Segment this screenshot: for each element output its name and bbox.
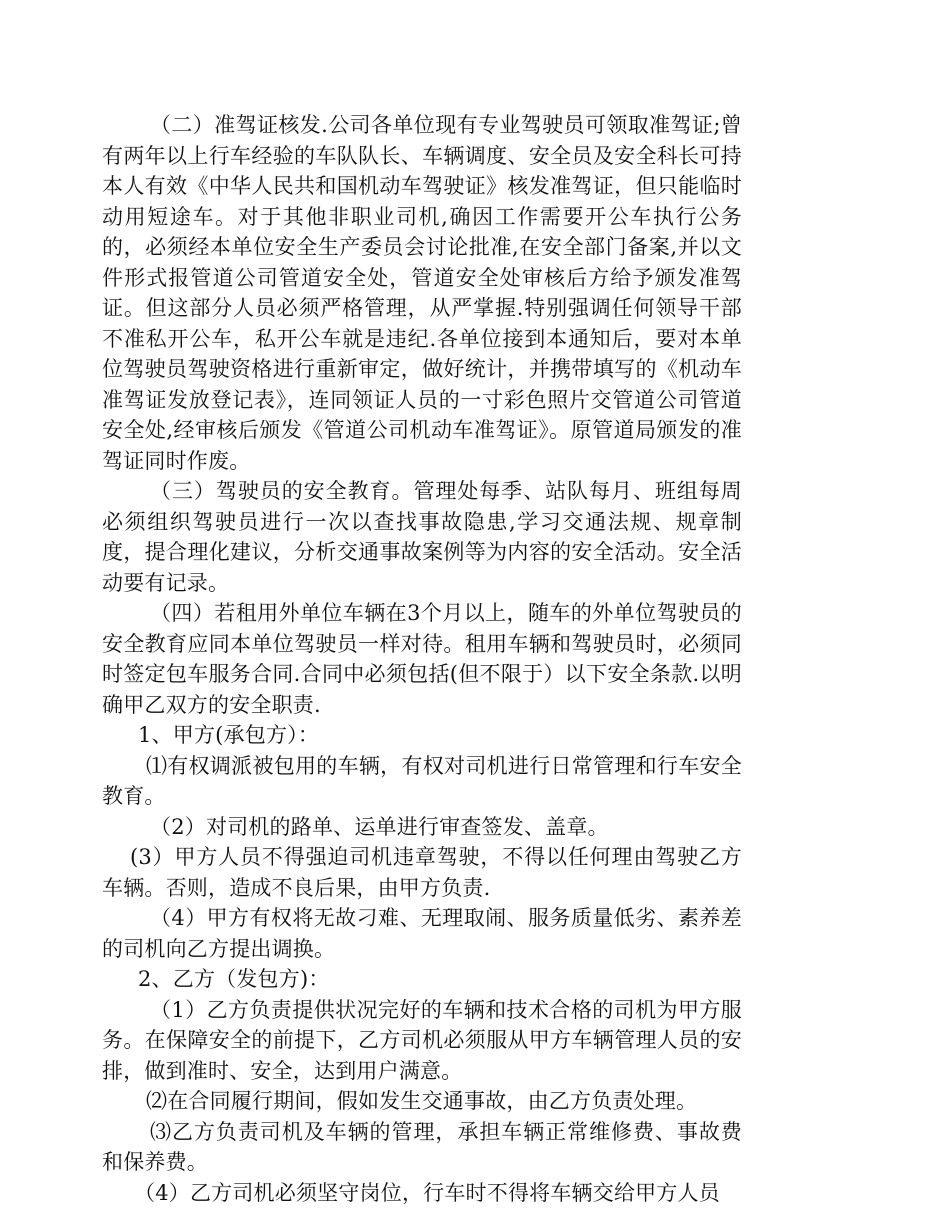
- paragraph-driver-safety-education: （三）驾驶员的安全教育。管理处每季、站队每月、班组每周必须组织驾驶员进行一次以查找事故隐患,学习交通法规、规章制度，提合理化建议，分析交通事故案例等为内容的安全活动。安全活动要有记录。: [102, 479, 742, 595]
- paragraph-license-issuance: （二）准驾证核发.公司各单位现有专业驾驶员可领取准驾证;曾有两年以上行车经验的车队队长、车辆调度、安全员及安全科长可持本人有效《中华人民共和国机动车驾驶证》核发准驾证，但只能临时动用短途车。对于其他非职业司机,确因工作需要开公车执行公务的，必须经本单位安全生产委员会讨论批准,在安全部门备案,并以文件形式报管道公司管道安全处，管道安全处审核后方给予颁发准驾证。但这部分人员必须严格管理，从严掌握.特别强调任何领导干部不准私开公车，私开公车就是违纪.各单位接到本通知后，要对本单位驾驶员驾驶资格进行重新审定，做好统计，并携带填写的《机动车准驾证发放登记表》，连同领证人员的一寸彩色照片交管道公司管道安全处,经审核后颁发《管道公司机动车准驾证》。原管道局颁发的准驾证同时作废。: [102, 113, 742, 473]
- party-a-item-3: (3）甲方人员不得强迫司机违章驾驶，不得以任何理由驾驶乙方车辆。否则，造成不良后果，由甲方负责.: [102, 845, 742, 900]
- party-b-item-4: （4）乙方司机必须坚守岗位，行车时不得将车辆交给甲方人员: [134, 1180, 720, 1205]
- party-a-item-2: （2）对司机的路单、运单进行审查签发、盖章。: [150, 814, 609, 839]
- heading-party-b: 2、乙方（发包方)：: [138, 967, 330, 991]
- document-body: [102, 110, 742, 1208]
- party-a-item-1: ⑴有权调派被包用的车辆，有权对司机进行日常管理和行车安全教育。: [102, 753, 742, 808]
- party-b-item-2: ⑵在合同履行期间，假如发生交通事故，由乙方负责处理。: [146, 1089, 698, 1113]
- heading-party-a: 1、甲方(承包方）：: [138, 723, 320, 747]
- party-b-item-1: （1）乙方负责提供状况完好的车辆和技术合格的司机为甲方服务。在保障安全的前提下，乙方司机必须服从甲方车辆管理人员的安排，做到准时、安全，达到用户满意。: [102, 997, 742, 1083]
- paragraph-rented-vehicles: （四）若租用外单位车辆在3个月以上，随车的外单位驾驶员的安全教育应同本单位驾驶员一样对待。租用车辆和驾驶员时，必须同时签定包车服务合同.合同中必须包括(但不限于）以下安全条款.以明确甲乙双方的安全职责.: [102, 601, 742, 717]
- party-a-item-4: （4）甲方有权将无故刁难、无理取闹、服务质量低劣、素养差的司机向乙方提出调换。: [102, 906, 742, 961]
- party-b-item-3: ⑶乙方负责司机及车辆的管理，承担车辆正常维修费、事故费和保养费。: [102, 1119, 742, 1174]
